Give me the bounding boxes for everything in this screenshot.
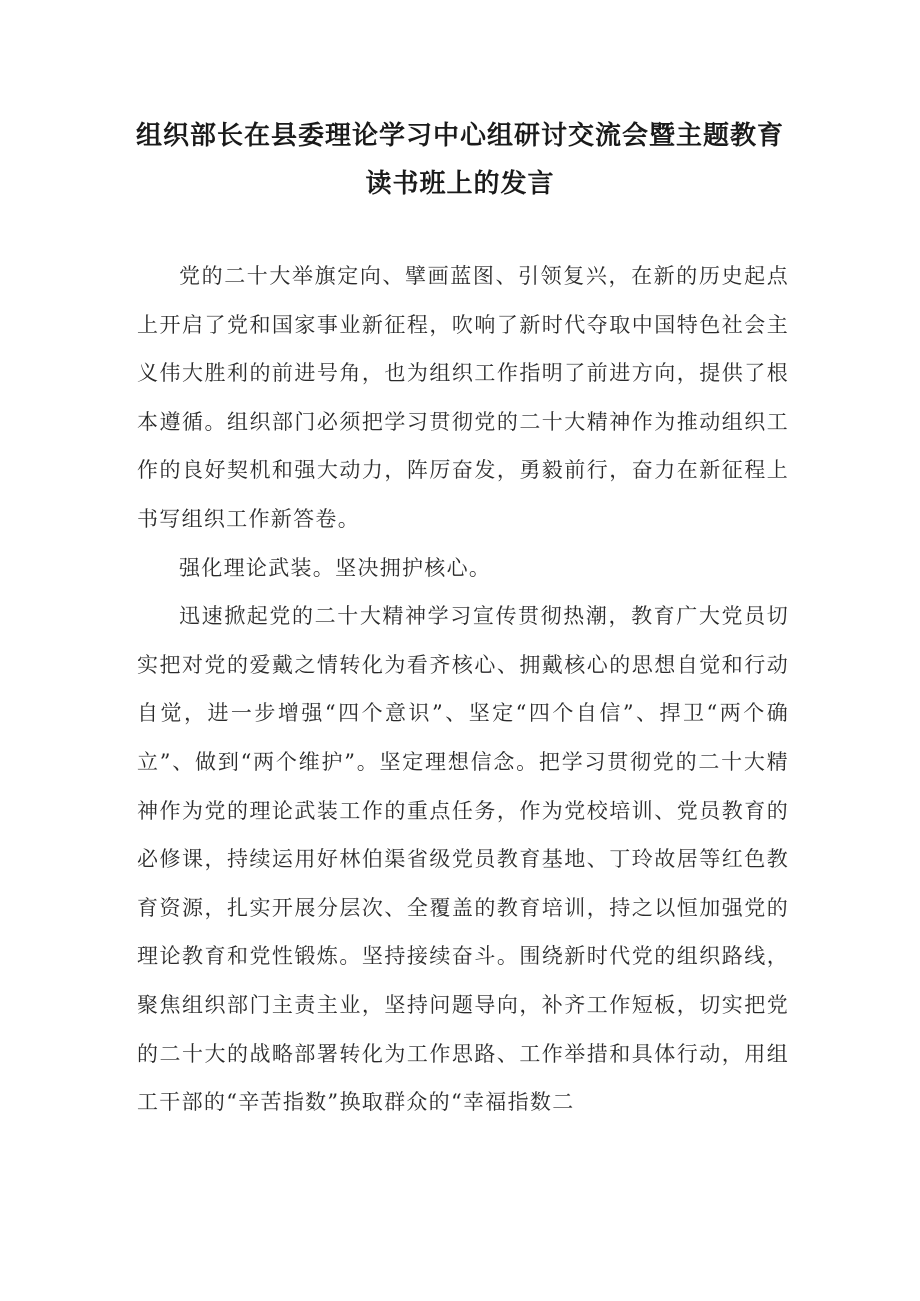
document-body xyxy=(137,252,789,1127)
paragraph-study-campaign: 迅速掀起党的二十大精神学习宣传贯彻热潮，教育广大党员切实把对党的爱戴之情转化为看齐核心、拥戴核心的思想自觉和行动自觉，进一步增强“四个意识”、坚定“四个自信”、捍卫“两个确立”、做到“两个维护”。坚定理想信念。把学习贯彻党的二十大精神作为党的理论武装工作的重点任务，作为党校培训、党员教育的必修课，持续运用好林伯渠省级党员教育基地、丁玲故居等红色教育资源，扎实开展分层次、全覆盖的教育培训，持之以恒加强党的理论教育和党性锻炼。坚持接续奋斗。围绕新时代党的组织路线，聚焦组织部门主责主业，坚持问题导向，补齐工作短板，切实把党的二十大的战略部署转化为工作思路、工作举措和具体行动，用组工干部的“辛苦指数”换取群众的“幸福指数二 xyxy=(137,604,789,1115)
document-title: 组织部长在县委理论学习中心组研讨交流会暨主题教育读书班上的发言 xyxy=(135,121,784,199)
paragraph-intro: 党的二十大举旗定向、擘画蓝图、引领复兴，在新的历史起点上开启了党和国家事业新征程，吹响了新时代夺取中国特色社会主义伟大胜利的前进号角，也为组织工作指明了前进方向，提供了根本遵循。组织部门必须把学习贯彻党的二十大精神作为推动组织工作的良好契机和强大动力，阵厉奋发，勇毅前行，奋力在新征程上书写组织工作新答卷。 xyxy=(137,264,789,531)
paragraph-heading-theory: 强化理论武装。坚决拥护核心。 xyxy=(179,555,492,580)
